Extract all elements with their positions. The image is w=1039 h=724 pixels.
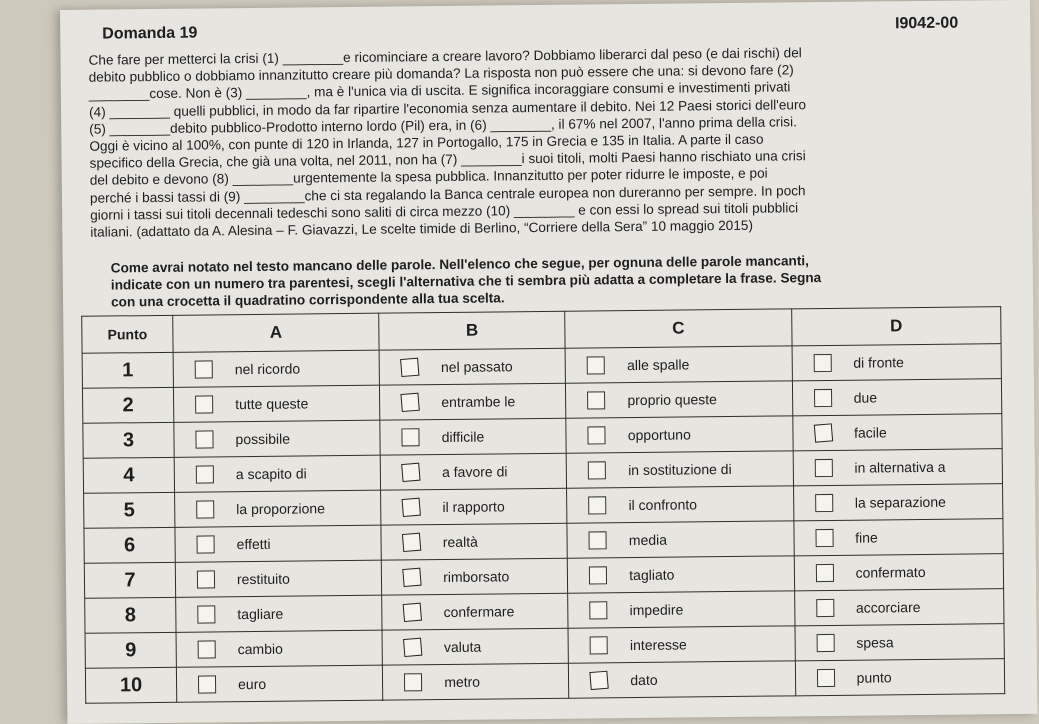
checkbox-d[interactable] <box>814 459 832 477</box>
checkbox-b[interactable] <box>402 568 421 587</box>
option-label-d: due <box>853 389 878 406</box>
row-number: 2 <box>82 387 173 423</box>
checkbox-b[interactable] <box>401 393 420 412</box>
option-label-c: interesse <box>629 636 687 654</box>
option-a <box>175 429 378 449</box>
option-cell-c <box>566 451 793 488</box>
option-cell-d <box>794 554 1004 591</box>
header-d: D <box>791 307 1001 346</box>
option-label-c: dato <box>630 671 658 689</box>
option-cell-b <box>379 348 565 385</box>
option-label-a: tutte queste <box>235 395 309 413</box>
row-number: 4 <box>83 457 174 493</box>
option-c <box>568 494 791 514</box>
option-cell-c <box>567 486 794 523</box>
answer-table <box>81 306 1005 704</box>
option-cell-a <box>173 350 380 387</box>
checkbox-d[interactable] <box>815 564 833 582</box>
option-a <box>178 674 381 694</box>
checkbox-a[interactable] <box>197 570 215 588</box>
header-a: A <box>173 313 380 352</box>
option-label-b: valuta <box>443 638 482 656</box>
checkbox-d[interactable] <box>813 423 832 442</box>
checkbox-a[interactable] <box>196 500 214 518</box>
option-cell-d <box>792 344 1002 381</box>
option-cell-d <box>793 484 1003 521</box>
option-cell-d <box>792 379 1002 416</box>
option-label-b: entrambe le <box>441 393 516 411</box>
row-number: 8 <box>85 597 176 633</box>
option-c <box>570 599 793 619</box>
checkbox-d[interactable] <box>813 354 831 372</box>
option-c <box>568 424 791 444</box>
option-cell-b <box>382 628 568 665</box>
option-d <box>794 387 1001 407</box>
header-c: C <box>565 309 792 348</box>
option-label-c: alle spalle <box>626 356 690 374</box>
option-d <box>794 457 1001 477</box>
table-body <box>82 344 1005 704</box>
option-cell-a <box>176 630 383 667</box>
question-code: I9042-00 <box>894 14 959 33</box>
option-cell-b <box>380 453 566 490</box>
checkbox-d[interactable] <box>815 494 833 512</box>
option-cell-b <box>381 523 567 560</box>
checkbox-d[interactable] <box>814 389 832 407</box>
option-label-a: restituito <box>236 570 290 588</box>
option-c <box>570 669 793 689</box>
option-a <box>177 604 380 624</box>
cloze-passage: Che fare per metterci la crisi (1) ________e ricominciare a creare lavoro? Dobbiamo liberarci dal peso (e dai rischi) del debito pubblico o dobbiamo innanzitutto creare più domanda? La risposta non può essere che una: si devono fare (2) ________cose. Non è (3) ________, ma è l'unica via di uscita. E significa incoraggiare consumi e investimenti privati (4) ________ quelli pubblici, in modo da far ripartire l'economia senza aumentare il debito. Nei 12 Paesi storici dell'euro (5) ________debito pubblico-Prodotto interno lordo (Pil) era, in (6) ________, il 67% nel 2007, l'anno prima della crisi. Oggi è vicino al 100%, con punte di 120 in Irlanda, 127 in Portogallo, 175 in Grecia e 135 in Italia. A parte il caso specifico della Grecia, che già una volta, nel 2011, non ha (7) ________i suoi titoli, molti Paesi hanno rischiato una crisi del debito e devono (8) ________urgentemente la spesa pubblica. Innanzitutto per poter ridurre le imposte, e poi perché i bassi tassi di (9) ________che ci sta regalando la Banca centrale europea non dureranno per sempre. In poch giorni i tassi sui titoli decennali tedeschi sono saliti di circa mezzo (10) ________ e con essi lo spread sui titoli pubblici italiani. (adattato da A. Alesina – F. Giavazzi, Le scelte timide di Berlino, “Corriere della Sera” 10 maggio 2015) <box>88 45 807 240</box>
checkbox-a[interactable] <box>195 395 213 413</box>
checkbox-b[interactable] <box>402 498 421 517</box>
option-d <box>795 527 1002 547</box>
option-label-a: nel ricordo <box>234 360 301 378</box>
option-cell-d <box>793 519 1003 556</box>
checkbox-c[interactable] <box>587 356 605 374</box>
option-d <box>797 667 1004 687</box>
option-cell-a <box>176 595 383 632</box>
checkbox-b[interactable] <box>404 673 422 691</box>
option-cell-a <box>175 490 382 527</box>
option-cell-b <box>382 593 568 630</box>
option-label-d: confermato <box>855 563 926 581</box>
option-cell-a <box>174 455 381 492</box>
checkbox-d[interactable] <box>817 669 835 687</box>
option-cell-a <box>176 665 383 702</box>
worksheet-page <box>60 0 1037 724</box>
option-cell-a <box>173 385 380 422</box>
option-cell-c <box>565 346 792 383</box>
option-label-b: a favore di <box>441 463 508 481</box>
option-label-b: rimborsato <box>443 568 510 586</box>
option-c <box>567 389 790 409</box>
question-title: Domanda 19 <box>102 24 198 43</box>
option-cell-a <box>174 420 381 457</box>
option-label-c: opportuno <box>627 426 691 444</box>
option-cell-c <box>568 591 795 628</box>
option-label-a: a scapito di <box>235 465 307 483</box>
checkbox-c[interactable] <box>588 461 606 479</box>
option-b <box>383 567 566 587</box>
checkbox-b[interactable] <box>400 358 419 377</box>
option-a <box>177 569 380 589</box>
option-b <box>382 462 565 482</box>
option-cell-d <box>794 589 1004 626</box>
option-cell-b <box>380 418 566 455</box>
option-d <box>794 422 1001 442</box>
checkbox-c[interactable] <box>588 426 606 444</box>
option-label-d: punto <box>856 669 892 686</box>
option-b <box>381 392 564 412</box>
option-c <box>568 459 791 479</box>
checkbox-a[interactable] <box>195 360 213 378</box>
option-label-b: il rapporto <box>442 498 505 516</box>
option-b <box>384 637 567 657</box>
option-label-a: tagliare <box>237 605 284 623</box>
row-number: 1 <box>82 352 173 388</box>
option-cell-c <box>566 381 793 418</box>
option-cell-d <box>795 624 1005 661</box>
option-label-a: la proporzione <box>236 500 326 518</box>
option-label-d: spesa <box>856 634 894 651</box>
option-a <box>176 464 379 484</box>
option-label-b: metro <box>444 673 481 691</box>
option-label-a: effetti <box>236 535 271 553</box>
option-cell-b <box>381 558 567 595</box>
checkbox-c[interactable] <box>587 391 605 409</box>
option-label-b: realtà <box>442 533 478 551</box>
option-label-c: proprio queste <box>627 391 718 409</box>
option-cell-a <box>175 560 382 597</box>
checkbox-b[interactable] <box>403 603 422 622</box>
option-a <box>175 394 378 414</box>
option-c <box>567 354 790 374</box>
option-d <box>796 597 1003 617</box>
checkbox-a[interactable] <box>197 535 215 553</box>
option-b <box>383 602 566 622</box>
row-number: 9 <box>85 632 176 668</box>
checkbox-b[interactable] <box>402 428 420 446</box>
option-cell-c <box>568 626 795 663</box>
option-label-b: confermare <box>443 603 515 621</box>
header-punto: Punto <box>82 315 173 353</box>
row-number: 5 <box>84 492 175 528</box>
option-label-c: il confronto <box>628 496 698 514</box>
checkbox-c[interactable] <box>588 496 606 514</box>
option-cell-c <box>567 521 794 558</box>
checkbox-d[interactable] <box>816 634 834 652</box>
option-label-c: impedire <box>629 601 684 619</box>
row-number: 7 <box>84 562 175 598</box>
checkbox-a[interactable] <box>197 605 215 623</box>
option-label-d: accorciare <box>855 599 921 616</box>
option-b <box>384 672 567 692</box>
option-label-c: tagliato <box>629 566 675 584</box>
option-label-d: la separazione <box>854 493 946 511</box>
instructions: Come avrai notato nel testo mancano delle parole. Nell'elenco che segue, per ognuna delle parole mancanti, indicate con un numero tra parentesi, scegli l'alternativa che ti sembra più adatta a completare la frase. Segna con una crocetta il quadratino corrispondente alla tua scelta. <box>110 253 822 310</box>
option-d <box>795 562 1002 582</box>
option-label-a: possibile <box>235 430 291 448</box>
option-b <box>382 427 565 447</box>
option-c <box>569 564 792 584</box>
checkbox-a[interactable] <box>198 640 216 658</box>
checkbox-a[interactable] <box>196 465 214 483</box>
option-b <box>381 357 564 377</box>
option-label-c: media <box>628 531 668 549</box>
option-d <box>795 492 1002 512</box>
option-cell-b <box>380 383 566 420</box>
option-a <box>175 359 378 379</box>
option-cell-c <box>566 416 793 453</box>
checkbox-b[interactable] <box>402 533 421 552</box>
checkbox-c[interactable] <box>589 531 607 549</box>
checkbox-b[interactable] <box>401 463 420 482</box>
option-cell-c <box>569 661 796 698</box>
option-d <box>793 352 1000 372</box>
option-c <box>569 529 792 549</box>
option-label-d: fine <box>855 529 878 546</box>
option-label-b: difficile <box>441 428 485 446</box>
option-d <box>796 632 1003 652</box>
option-a <box>178 639 381 659</box>
checkbox-a[interactable] <box>198 675 216 693</box>
checkbox-c[interactable] <box>590 671 609 690</box>
option-label-d: in alternativa a <box>854 458 946 476</box>
option-b <box>383 532 566 552</box>
option-b <box>382 497 565 517</box>
option-cell-c <box>568 556 795 593</box>
option-c <box>570 634 793 654</box>
row-number: 10 <box>85 667 176 703</box>
option-label-d: facile <box>853 424 887 441</box>
option-cell-b <box>383 663 569 700</box>
checkbox-d[interactable] <box>815 529 833 547</box>
option-cell-a <box>175 525 382 562</box>
checkbox-d[interactable] <box>816 599 834 617</box>
option-a <box>177 534 380 554</box>
checkbox-a[interactable] <box>195 430 213 448</box>
option-a <box>176 499 379 519</box>
option-label-b: nel passato <box>440 358 513 376</box>
row-number: 6 <box>84 527 175 563</box>
checkbox-c[interactable] <box>590 636 608 654</box>
option-cell-b <box>381 488 567 525</box>
option-label-a: cambio <box>237 640 283 658</box>
option-cell-d <box>792 414 1002 451</box>
option-cell-d <box>795 659 1005 696</box>
option-label-d: di fronte <box>853 354 905 371</box>
checkbox-b[interactable] <box>403 638 422 657</box>
row-number: 3 <box>83 422 174 458</box>
checkbox-c[interactable] <box>590 601 608 619</box>
checkbox-c[interactable] <box>589 566 607 584</box>
option-cell-d <box>793 449 1003 486</box>
header-b: B <box>379 311 565 350</box>
option-label-c: in sostituzione di <box>628 460 732 479</box>
option-label-a: euro <box>237 675 267 693</box>
